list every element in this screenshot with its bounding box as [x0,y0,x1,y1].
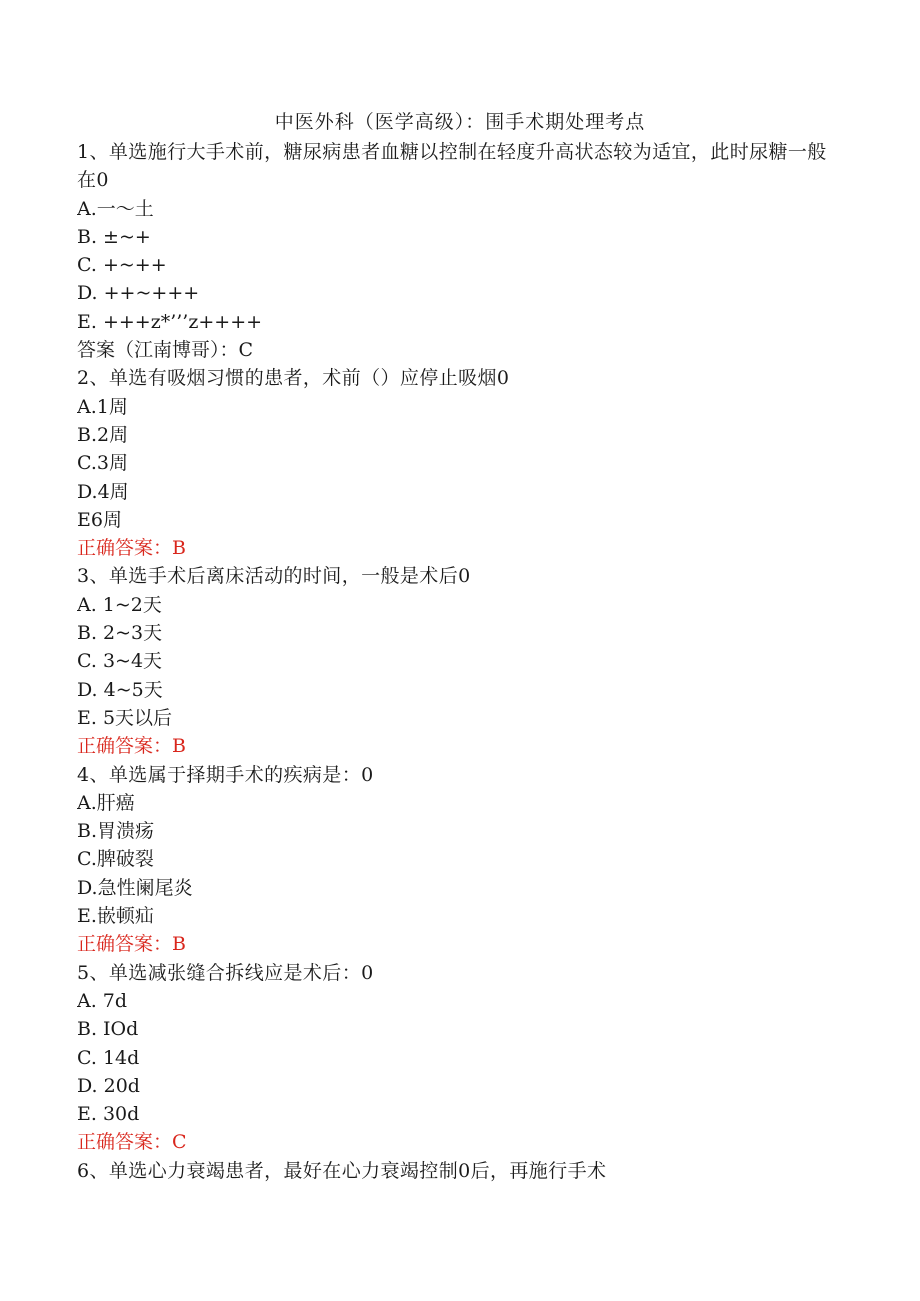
option-b: B. IOd [77,1018,139,1041]
question-1 [77,138,837,364]
option-e: E6周 [77,508,122,531]
option-a: A.一～土 [77,197,154,220]
option-a: A. 7d [77,989,128,1012]
question-5 [77,959,837,1157]
question-text: 2、单选有吸烟习惯的患者，术前（）应停止吸烟0 [77,367,510,390]
option-e: E.嵌顿疝 [77,905,154,928]
question-4 [77,761,837,959]
question-text: 1、单选施行大手术前，糖尿病患者血糖以控制在轻度升高状态较为适宜，此时尿糖一般在0 [77,141,827,192]
option-d: D. 4~5天 [77,678,163,701]
option-a: A. 1~2天 [77,593,162,616]
question-text: 4、单选属于择期手术的疾病是：0 [77,763,374,786]
option-d: D.急性阑尾炎 [77,876,193,899]
question-text: 6、单选心力衰竭患者，最好在心力衰竭控制0后，再施行手术 [77,1159,607,1182]
option-d: D.4周 [77,480,129,503]
option-e: E. +++z*’’’z++++ [77,310,263,333]
option-c: C. 14d [77,1046,140,1069]
option-a: A.1周 [77,395,128,418]
question-list [77,138,837,1185]
answer-line: 正确答案：C [77,1131,187,1154]
question-2 [77,364,837,562]
option-c: C. +~++ [77,254,167,277]
option-c: C. 3~4天 [77,650,163,673]
document-title: 中医外科（医学高级）：围手术期处理考点 [274,111,646,133]
option-b: B.胃溃疡 [77,820,155,843]
option-a: A.肝癌 [77,791,135,814]
question-text: 3、单选手术后离床活动的时间，一般是术后0 [77,565,471,588]
option-b: B. ±~+ [77,225,151,248]
option-d: D. 20d [77,1074,140,1097]
option-c: C.脾破裂 [77,848,154,871]
answer-line: 正确答案：B [77,735,186,758]
option-e: E. 30d [77,1103,140,1126]
question-3 [77,562,837,760]
option-c: C.3周 [77,452,128,475]
question-6 [77,1157,837,1185]
option-e: E. 5天以后 [77,706,173,729]
option-b: B. 2~3天 [77,622,163,645]
answer-line: 正确答案：B [77,933,186,956]
question-text: 5、单选减张缝合拆线应是术后：0 [77,961,374,984]
answer-line: 正确答案：B [77,537,186,560]
option-d: D. ++~+++ [77,282,200,305]
option-b: B.2周 [77,423,129,446]
answer-line: 答案（江南博哥）：C [77,339,254,362]
